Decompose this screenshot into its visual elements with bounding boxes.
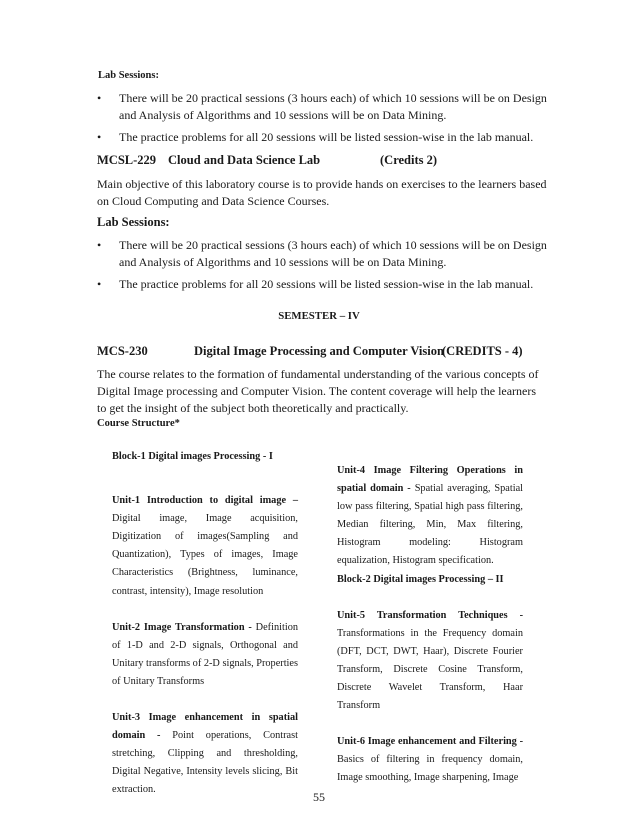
unit-4-text: Spatial averaging, Spatial low pass filtering, Spatial high pass filtering, Median filtering, Min, Max filtering, Histogram modeling: Histogram equalization, Histogram specification. <box>337 483 523 567</box>
unit-5 <box>337 607 523 716</box>
block-1-heading: Block-1 Digital images Processing - I <box>112 451 273 462</box>
unit-2 <box>112 619 298 691</box>
list-item: • The practice problems for all 20 sessions will be listed session-wise in the lab manual. <box>97 129 549 146</box>
course-title-mcs-230: Digital Image Processing and Computer Vision <box>194 344 444 358</box>
unit-4 <box>337 462 523 571</box>
course-credits-mcs-230: (CREDITS - 4) <box>442 344 523 358</box>
unit-1 <box>112 492 298 601</box>
list-item: • The practice problems for all 20 sessions will be listed session-wise in the lab manual. <box>97 276 549 293</box>
course-code-mcs-230: MCS-230 <box>97 344 148 358</box>
unit-6-text: Basics of filtering in frequency domain, Image smoothing, Image sharpening, Image <box>337 754 523 784</box>
list-item: • There will be 20 practical sessions (3 hours each) of which 10 sessions will be on Design and Analysis of Algorithms and 10 sessions will be on Data Mining. <box>97 237 549 271</box>
left-column <box>112 448 298 800</box>
unit-1-title: Unit-1 Introduction to digital image – <box>112 495 298 507</box>
unit-3 <box>112 709 298 799</box>
unit-5-title: Unit-5 Transformation Techniques - <box>337 609 523 621</box>
list-item: • There will be 20 practical sessions (3 hours each) of which 10 sessions will be on Design and Analysis of Algorithms and 10 sessions will be on Data Mining. <box>97 90 549 124</box>
page-number: 55 <box>313 790 325 804</box>
right-column <box>337 462 523 788</box>
unit-6-title: Unit-6 Image enhancement and Filtering - <box>337 736 523 748</box>
unit-6 <box>337 733 523 787</box>
unit-3-title: Unit-3 Image enhancement in spatial domain - <box>112 712 298 742</box>
unit-5-text: Transformations in the Frequency domain (DFT, DCT, DWT, Haar), Discrete Fourier Transform, Discrete Cosine Transform, Discrete Wavelet Transform, Haar Transform <box>337 627 523 712</box>
course-code-mcsl-229: MCSL-229 <box>97 153 157 167</box>
unit-1-text: Digital image, Image acquisition, Digitization of images(Sampling and Quantization), Types of images, Image Characteristics (Brightness, luminance, contrast, intensity), Image resolution <box>112 513 298 597</box>
lab-sessions-label-1: Lab Sessions: <box>98 70 159 81</box>
course-title-mcsl-229: Cloud and Data Science Lab <box>168 153 321 167</box>
semester-heading: SEMESTER – IV <box>278 310 360 322</box>
course-objective: Main objective of this laboratory course is to provide hands on exercises to the learners based on Cloud Computing and Data Science Courses. <box>97 177 547 208</box>
course-credits-mcsl-229: (Credits 2) <box>380 153 438 167</box>
unit-4-title: Unit-4 Image Filtering Operations in spatial domain - <box>337 465 523 495</box>
lab-sessions-list-2 <box>97 237 549 293</box>
unit-2-title: Unit-2 Image Transformation - <box>112 621 252 633</box>
course-structure-label: Course Structure* <box>97 418 180 429</box>
unit-3-text: Point operations, Contrast stretching, Clipping and thresholding, Digital Negative, Intensity levels slicing, Bit extraction. <box>112 730 298 796</box>
lab-sessions-list-1 <box>97 90 549 146</box>
lab-sessions-label-2: Lab Sessions: <box>97 215 170 229</box>
unit-2-text: Definition of 1-D and 2-D signals, Orthogonal and Unitary transforms of 2-D signals, Properties of Unitary Transforms <box>112 621 298 687</box>
block-2-heading: Block-2 Digital images Processing – II <box>337 573 504 585</box>
course-description: The course relates to the formation of fundamental understanding of the various concepts of Digital Image processing and Computer Vision. The content coverage will help the learners to get the insight of the subject both theoretically and practically. <box>97 367 539 415</box>
